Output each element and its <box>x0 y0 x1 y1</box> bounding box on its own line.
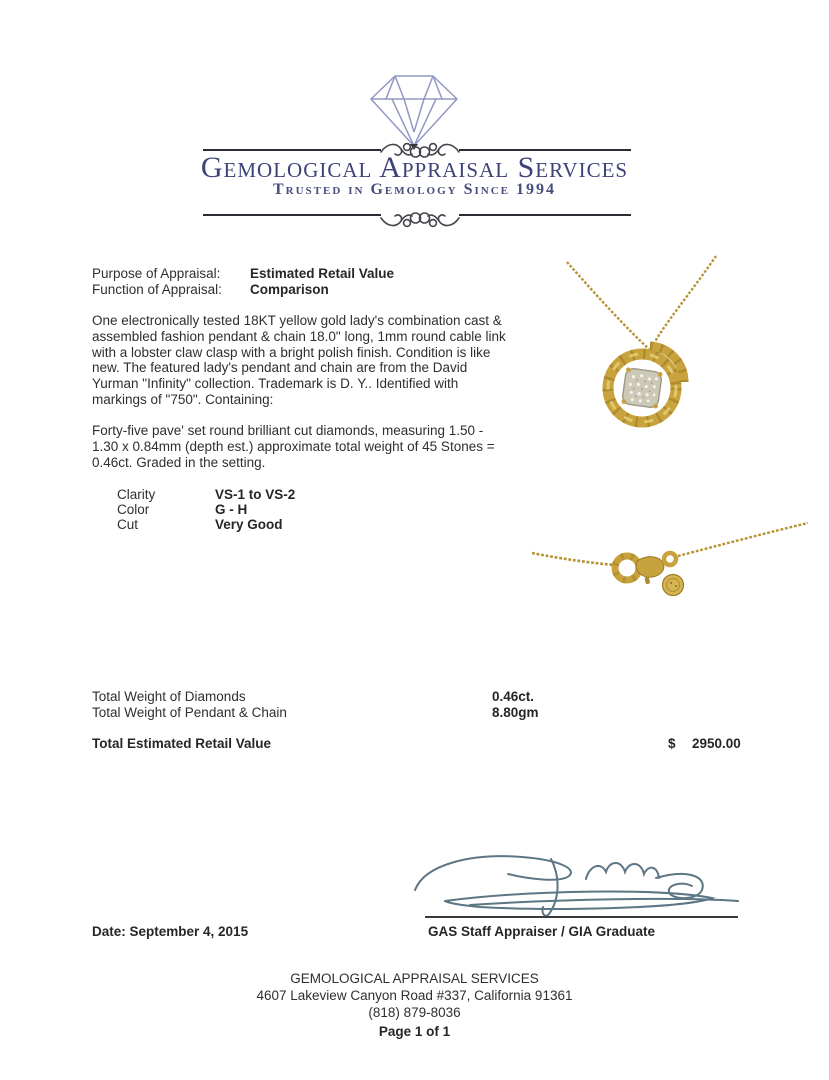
total-diamond-weight-row <box>92 689 539 705</box>
appraiser-signature <box>400 848 748 918</box>
footer-page-number: Page 1 of 1 <box>378 1024 451 1039</box>
footer-company: GEMOLOGICAL APPRAISAL SERVICES <box>290 971 539 986</box>
totals-block <box>92 689 539 720</box>
item-description: One electronically tested 18KT yellow gold lady's combination cast & assembled fashion pendant & chain 18.0" long, 1mm round cable link with a lobster claw clasp with a bright polish finish. Condition is like new. The featured lady's pendant and chain are from the David Yurman "Infinity" collection. Trademark is D. Y.. Identified with markings of "750". Containing: <box>92 313 506 407</box>
function-value: Comparison <box>250 281 329 297</box>
currency-symbol: $ <box>668 736 676 751</box>
clasp-chain-left <box>532 553 614 565</box>
cut-value: Very Good <box>215 517 283 533</box>
pave-diamond-center <box>621 367 663 409</box>
footer-address: 4607 Lakeview Canyon Road #337, California 91361 <box>256 988 573 1003</box>
total-diamond-weight-label: Total Weight of Diamonds <box>92 689 246 704</box>
purpose-label: Purpose of Appraisal: <box>92 266 221 281</box>
function-row <box>92 282 394 298</box>
total-pendant-weight-row <box>92 705 539 721</box>
grading-row-clarity <box>117 487 295 502</box>
appraisal-info-block <box>92 266 394 298</box>
retail-value-label: Total Estimated Retail Value <box>92 736 272 751</box>
header-rule-bottom-left <box>203 214 381 216</box>
signature-line <box>425 916 738 918</box>
color-label: Color <box>117 502 150 518</box>
clarity-label: Clarity <box>117 487 156 502</box>
grading-table <box>117 487 295 533</box>
function-label: Function of Appraisal: <box>92 281 222 297</box>
total-pendant-weight-label: Total Weight of Pendant & Chain <box>92 704 287 720</box>
company-tagline: Trusted in Gemology Since 1994 <box>272 181 557 198</box>
chain-clasp-photo <box>520 495 815 630</box>
scroll-flourish-icon <box>379 206 461 232</box>
date-label: Date: September 4, 2015 <box>92 924 249 939</box>
grading-row-cut <box>117 517 295 532</box>
header-rule-bottom-right <box>459 214 631 216</box>
cut-label: Cut <box>117 517 139 533</box>
clarity-value: VS-1 to VS-2 <box>215 487 296 502</box>
grading-row-color <box>117 502 295 517</box>
signer-title: GAS Staff Appraiser / GIA Graduate <box>428 924 656 939</box>
company-title: Gemological Appraisal Services <box>200 151 629 184</box>
clasp-chain-right <box>678 523 808 556</box>
pendant-necklace-photo <box>520 248 810 443</box>
purpose-row <box>92 266 394 282</box>
chain-left <box>567 262 649 349</box>
total-diamond-weight-value: 0.46ct. <box>492 689 535 704</box>
diamond-details: Forty-five pave' set round brilliant cut diamonds, measuring 1.50 - 1.30 x 0.84mm (depth est.) approximate total weight of 45 Stones = 0.46ct. Graded in the setting. <box>92 423 495 470</box>
footer-phone: (818) 879-8036 <box>368 1005 461 1020</box>
round-hang-tag <box>663 575 684 596</box>
total-pendant-weight-value: 8.80gm <box>492 704 539 720</box>
purpose-value: Estimated Retail Value <box>250 266 395 281</box>
retail-value-amount: 2950.00 <box>692 736 741 751</box>
color-value: G - H <box>215 502 248 518</box>
chain-right <box>651 256 716 349</box>
